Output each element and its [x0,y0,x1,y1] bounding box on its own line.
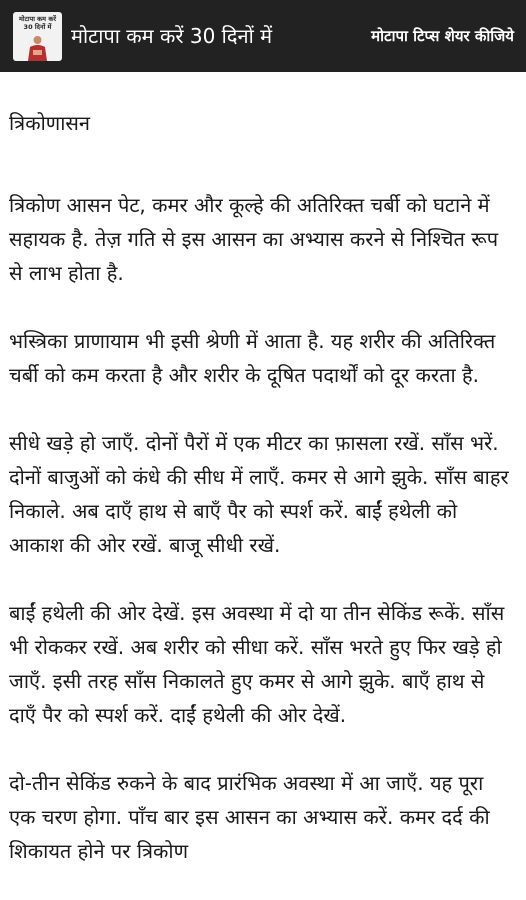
article-paragraph: बाईं हथेली की ओर देखें. इस अवस्था में दो या तीन सेकिंड रूकें. साँस भी रोककर रखें. अब शरीर को सीधा करें. साँस भरते हुए फिर खड़े हो जाएँ. इसी तरह साँस निकालते हुए कमर से आगे झुके. बाएँ हाथ से दाएँ पैर को स्पर्श करें. दाईं हथेली की ओर देखें. [9,601,505,727]
article-content[interactable] [0,72,526,900]
article-heading: त्रिकोणासन [9,111,91,135]
body-figure-icon [23,35,52,61]
app-logo-text [13,15,62,31]
app-logo-text-line1: मोटापा कम करें [19,15,56,23]
app-bar [0,0,526,72]
app-logo-text-line2: 30 दिनों में [23,23,52,31]
app-title: मोटापा कम करें 30 दिनों में [71,24,273,48]
article-paragraph: सीधे खड़े हो जाएँ. दोनों पैरों में एक मीटर का फ़ासला रखें. साँस भरें. दोनों बाजुओं को कंधे की सीध में लाएँ. कमर से आगे झुके. साँस बाहर निकाले. अब दाएँ हाथ से बाएँ पैर को स्पर्श करें. बाईं हथेली को आकाश की ओर रखें. बाजू सीधी रखें. [9,431,509,557]
article-paragraph: भस्त्रिका प्राणायाम भी इसी श्रेणी में आता है. यह शरीर की अतिरिक्त चर्बी को कम करता है और शरीर के दूषित पदार्थों को दूर करता है. [9,329,496,387]
app-logo-icon[interactable] [13,12,62,61]
article-paragraph: दो-तीन सेकिंड रुकने के बाद प्रारंभिक अवस्था में आ जाएँ. यह पूरा एक चरण होगा. पाँच बार इस आसन का अभ्यास करें. कमर दर्द की शिकायत होने पर त्रिकोण [9,771,490,863]
article-paragraph: त्रिकोण आसन पेट, कमर और कूल्हे की अतिरिक्त चर्बी को घटाने में सहायक है. तेज़ गति से इस आसन का अभ्यास करने से निश्चित रूप से लाभ होता है. [9,193,499,285]
share-tips-button[interactable]: मोटापा टिप्स शेयर कीजिये [371,27,514,45]
